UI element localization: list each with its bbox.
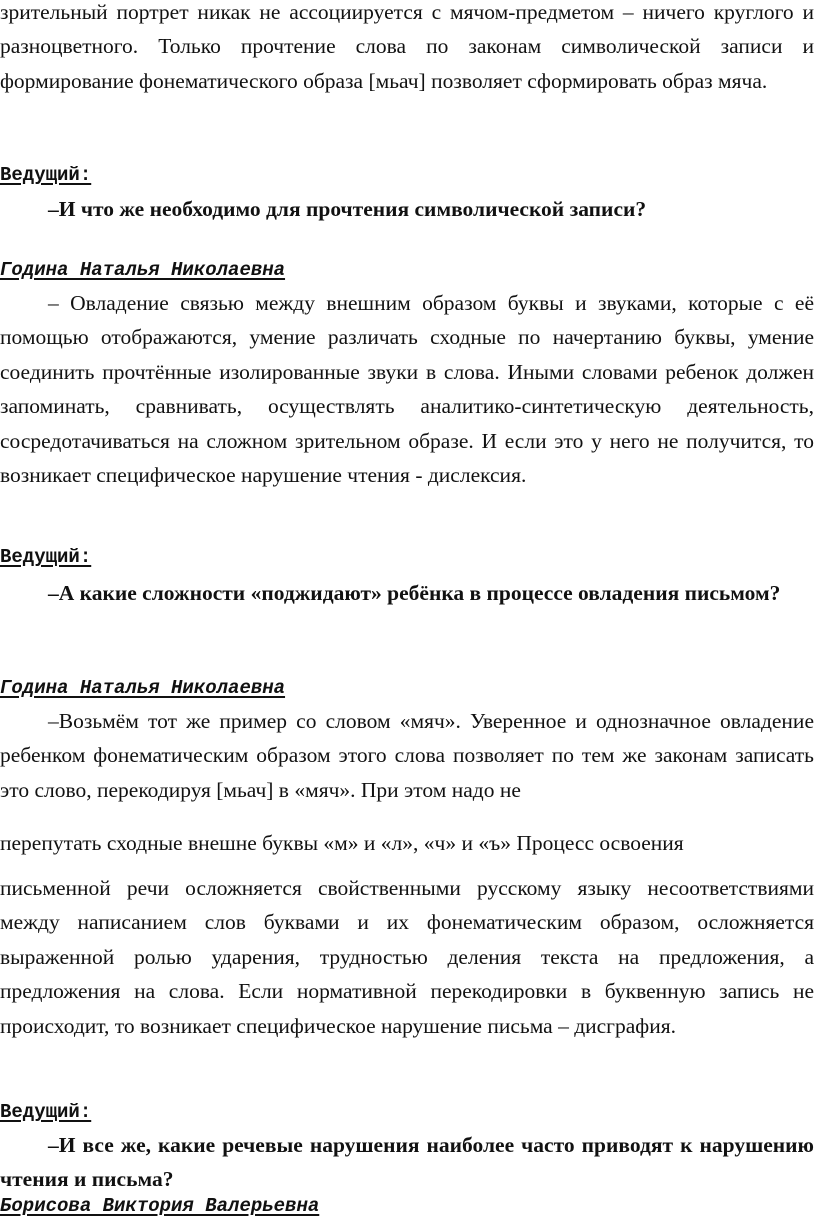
question-2: –А какие сложности «поджидают» ребёнка в процессе овладения письмом? [48,581,781,605]
speaker-godina-1: Година Наталья Николаевна [0,259,286,281]
speaker-host-2: Ведущий: [0,546,92,568]
answer-2-part-2: перепутать сходные внешне буквы «м» и «л», «ч» и «ъ» Процесс освоения [0,831,684,855]
answer-2-part-1: –Возьмём тот же пример со словом «мяч». Уверенное и однозначное овладение ребенком фонематическим образом этого слова позволяет по тем же законам записать это слово, перекодируя [мьач] в «мяч». При этом надо не [0,709,814,802]
answer-2-part-3: письменной речи осложняется свойственными русскому языку несоответствиями между написанием слов буквами и их фонематическим образом, осложняется выраженной ролью ударения, трудностью деления текста на предложения, а предложения на слова. Если нормативной перекодировки в буквенную запись не происходит, то возникает специфическое нарушение письма – дисграфия. [0,876,814,1038]
speaker-godina-2: Година Наталья Николаевна [0,677,286,699]
speaker-borisova: Борисова Виктория Валерьевна [0,1195,320,1217]
speaker-host-1: Ведущий: [0,164,92,186]
answer-1: – Овладение связью между внешним образом буквы и звуками, которые с её помощью отображаются, умение различать сходные по начертанию буквы, умение соединить прочтённые изолированные звуки в слова. Иными словами ребенок должен запоминать, сравнивать, осуществлять аналитико-синтетическую деятельность, сосредотачиваться на сложном зрительном образе. И если это у него не получится, то возникает специфическое нарушение чтения - дислексия. [0,291,814,488]
speaker-host-3: Ведущий: [0,1101,92,1123]
question-1: –И что же необходимо для прочтения символической записи? [48,197,647,221]
paragraph-intro: зрительный портрет никак не ассоциируется с мячом-предметом – ничего круглого и разноцветного. Только прочтение слова по законам символической записи и формирование фонематического образа [мьач] позволяет сформировать образ мяча. [0,0,814,93]
question-3: –И все же, какие речевые нарушения наиболее часто приводят к нарушению чтения и письма? [0,1133,814,1192]
